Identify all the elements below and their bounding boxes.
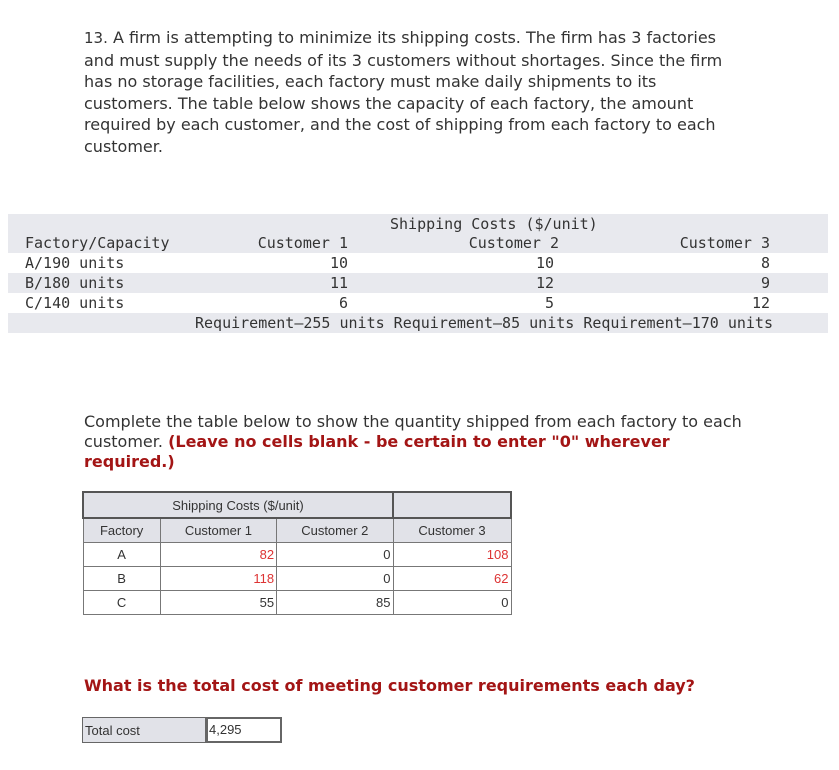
cost-table-customer3-header: Customer 3	[679, 234, 770, 252]
cost-c-c2: 5	[544, 294, 554, 312]
table-row	[83, 543, 511, 567]
input-a-customer2[interactable]: 0	[277, 543, 393, 567]
input-b-customer1[interactable]: 118	[160, 567, 276, 591]
answer-row-label-b: B	[83, 567, 160, 591]
answer-header-factory: Factory	[83, 518, 160, 543]
cost-c-c3: 12	[751, 294, 770, 312]
cost-row-factory-b: B/180 units	[25, 274, 125, 292]
answer-header-customer3: Customer 3	[393, 518, 511, 543]
cost-table-customer2-header: Customer 2	[468, 234, 559, 252]
answer-table-title-blank	[393, 492, 511, 518]
cost-table-title: Shipping Costs ($/unit)	[390, 215, 598, 233]
input-c-customer3[interactable]: 0	[393, 591, 511, 615]
total-cost-input[interactable]: 4,295	[206, 717, 282, 743]
question-text	[84, 27, 744, 157]
table-row	[83, 591, 511, 615]
question-body: A firm is attempting to minimize its shipping costs. The firm has 3 factories and must supply the needs of its 3 customers without shortages. Since the firm has no storage facilities, each factory must make daily shipments to its customers. The table below shows the capacity of each factory, the amount required by each customer, and the cost of shipping from each factory to each customer.	[84, 28, 723, 156]
cost-table-row-band	[8, 273, 828, 293]
cost-b-c1: 11	[329, 274, 348, 292]
instruction-emphasis: (Leave no cells blank - be certain to enter "0" wherever required.)	[84, 432, 670, 471]
cost-table-requirements: Requirement—255 units Requirement—85 units Requirement—170 units	[195, 314, 773, 332]
input-b-customer3[interactable]: 62	[393, 567, 511, 591]
cost-b-c2: 12	[535, 274, 554, 292]
cost-row-factory-a: A/190 units	[25, 254, 125, 272]
answer-header-customer1: Customer 1	[160, 518, 276, 543]
input-b-customer2[interactable]: 0	[277, 567, 393, 591]
question-number: 13.	[84, 29, 108, 47]
cost-c-c1: 6	[338, 294, 348, 312]
instruction-text	[84, 412, 764, 472]
answer-header-customer2: Customer 2	[277, 518, 393, 543]
instruction-body: Complete the table below to show the quantity shipped from each factory to each customer.	[84, 412, 742, 451]
answer-table-title: Shipping Costs ($/unit)	[83, 492, 393, 518]
answer-row-label-c: C	[83, 591, 160, 615]
answer-table	[82, 491, 512, 615]
total-cost-label: Total cost	[82, 717, 206, 743]
input-c-customer1[interactable]: 55	[160, 591, 276, 615]
cost-row-factory-c: C/140 units	[25, 294, 125, 312]
cost-table-factory-header: Factory/Capacity	[25, 234, 170, 252]
cost-a-c3: 8	[760, 254, 770, 272]
total-question: What is the total cost of meeting customer requirements each day?	[84, 676, 695, 695]
cost-table-customer1-header: Customer 1	[257, 234, 348, 252]
table-row	[83, 567, 511, 591]
answer-row-label-a: A	[83, 543, 160, 567]
input-a-customer3[interactable]: 108	[393, 543, 511, 567]
input-c-customer2[interactable]: 85	[277, 591, 393, 615]
cost-a-c2: 10	[535, 254, 554, 272]
input-a-customer1[interactable]: 82	[160, 543, 276, 567]
cost-a-c1: 10	[329, 254, 348, 272]
cost-b-c3: 9	[760, 274, 770, 292]
